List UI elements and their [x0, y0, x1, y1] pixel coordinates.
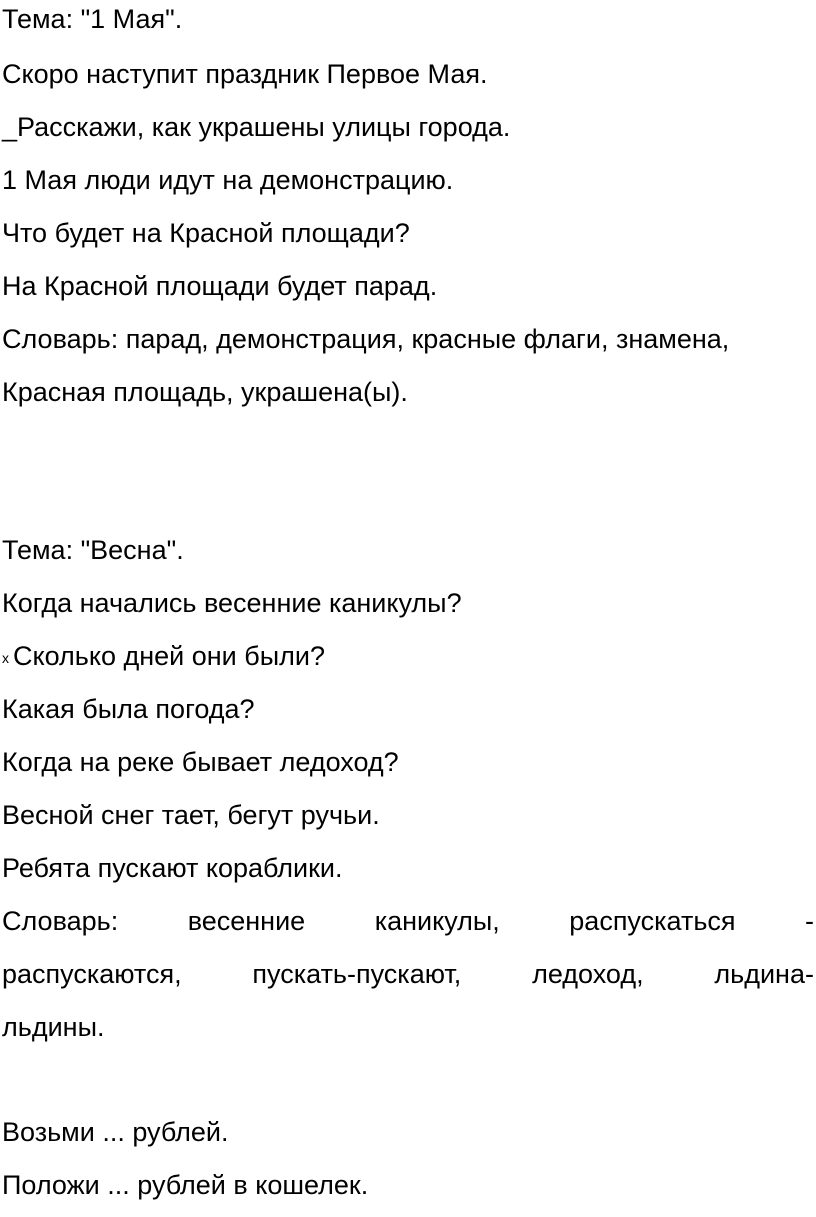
section2-vocab-line-2 — [2, 957, 814, 991]
section1-vocab-line-1: Словарь: парад, демонстрация, красные флаги, знамена, — [2, 324, 730, 354]
section2-line-3: Какая была погода? — [2, 694, 255, 724]
section3-line-1: Возьми ... рублей. — [2, 1117, 229, 1147]
vocab-word: пускать-пускают, — [252, 959, 462, 989]
section2-line-2-text: Сколько дней они были? — [13, 641, 325, 671]
section2-title: Тема: "Весна". — [2, 535, 184, 565]
section2-line-2 — [2, 639, 814, 673]
vocab-word: - — [805, 906, 814, 936]
vocab-word: распускаются, — [2, 959, 182, 989]
section1-line-2: _Расскажи, как украшены улицы города. — [2, 112, 511, 142]
section1-line-4: Что будет на Красной площади? — [2, 218, 410, 248]
section2-line-4: Когда на реке бывает ледоход? — [2, 747, 399, 777]
vocab-word: льдина- — [714, 959, 814, 989]
vocab-word: каникулы, — [374, 906, 500, 936]
section1-title: Тема: "1 Мая". — [2, 4, 183, 34]
section3-line-2: Положи ... рублей в кошелек. — [2, 1170, 369, 1200]
section2-line-6: Ребята пускают кораблики. — [2, 853, 343, 883]
section2-vocab-line-1 — [2, 904, 814, 938]
section2-line-1: Когда начались весенние каникулы? — [2, 588, 462, 618]
section1-line-5: На Красной площади будет парад. — [2, 271, 438, 301]
section1-vocab-line-2: Красная площадь, украшена(ы). — [2, 377, 408, 407]
vocab-word: ледоход, — [532, 959, 644, 989]
vocab-word: распускаться — [569, 906, 736, 936]
section1-line-1: Скоро наступит праздник Первое Мая. — [2, 59, 488, 89]
section2-line-5: Весной снег тает, бегут ручьи. — [2, 800, 380, 830]
section1-line-3: 1 Мая люди идут на демонстрацию. — [2, 165, 454, 195]
vocab-word: весенние — [187, 906, 306, 936]
section2-vocab-line-3: льдины. — [2, 1012, 105, 1042]
margin-mark: x — [2, 650, 9, 666]
vocab-word: Словарь: — [2, 906, 119, 936]
